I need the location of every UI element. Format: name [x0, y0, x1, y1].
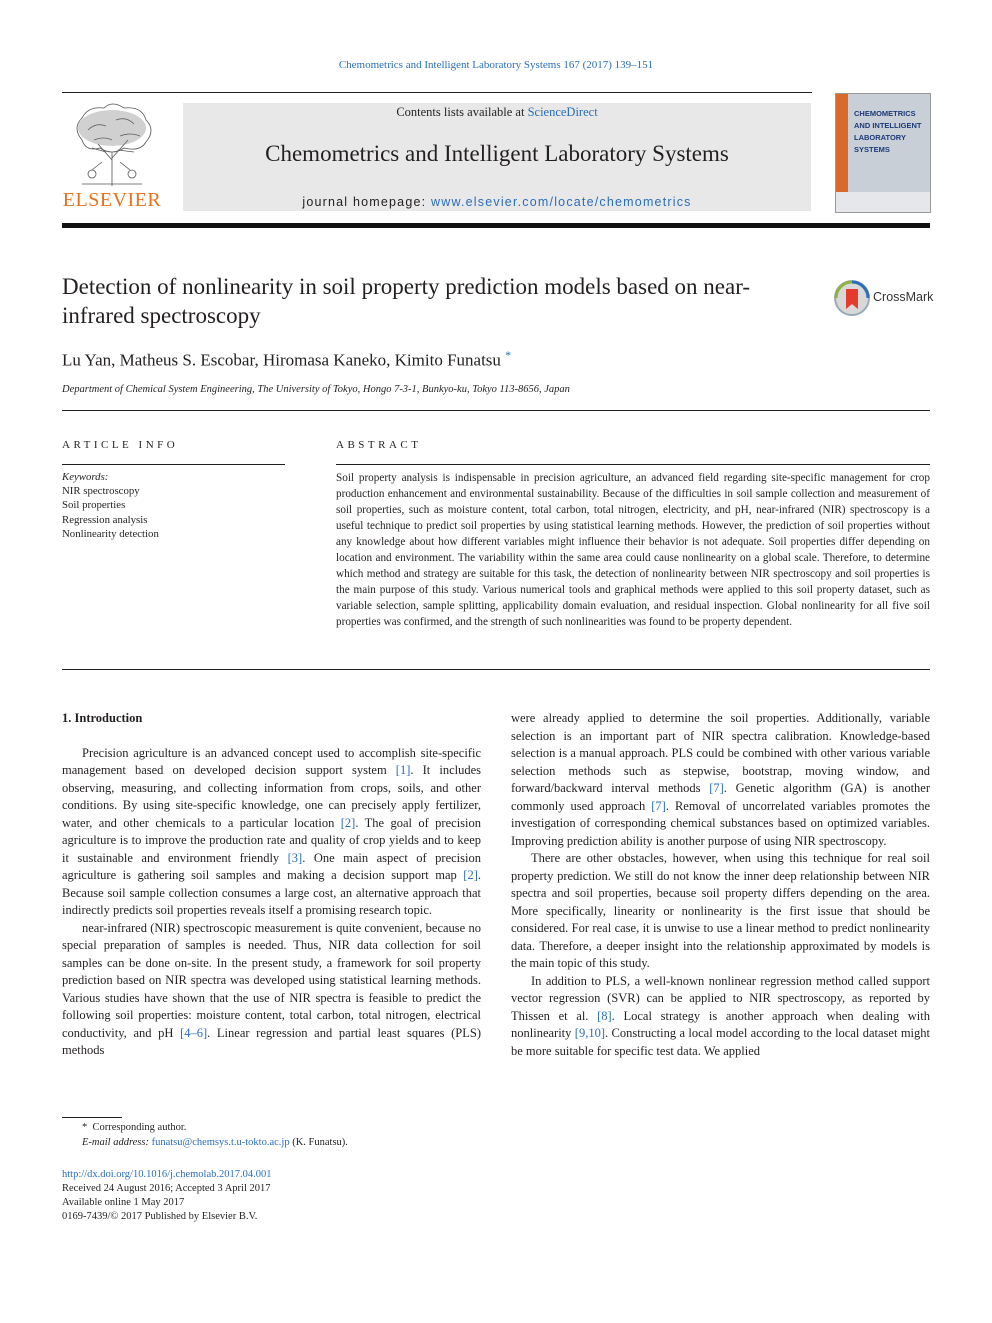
text-run: In addition to PLS, a well-known nonlinear regression method called support vector regression (SVR) can be applied to NIR spectroscopy, as reported by Thissen et al. [511, 973, 930, 1023]
footnote-corresponding-text: Corresponding author. [92, 1122, 187, 1133]
email-suffix: (K. Funatsu). [289, 1137, 348, 1148]
citation-link[interactable]: [4–6] [180, 1025, 208, 1040]
text-run: . Removal of uncorrelated variables promotes the investigation of corresponding chemical substances based on optimized variables. Improving prediction ability is another purpose of using NIR spectroscopy. [511, 798, 930, 848]
abstract-rule [336, 464, 930, 465]
available-online: Available online 1 May 2017 [62, 1197, 185, 1208]
journal-masthead [183, 103, 811, 211]
citation-link[interactable]: [2] [340, 815, 356, 830]
masthead-top-rule [62, 92, 812, 93]
crossmark-label: CrossMark [873, 290, 934, 304]
affiliation: Department of Chemical System Engineering, The University of Tokyo, Hongo 7-3-1, Bunkyo-ku, Tokyo 113-8656, Japan [62, 384, 570, 395]
contents-availability [183, 105, 811, 120]
text-run: . One main aspect of precision agriculture is gathering soil samples and making a decision support map [62, 850, 481, 882]
author-list [62, 348, 511, 371]
abstract-text: Soil property analysis is indispensable in precision agriculture, an advanced field regarding site-specific management for crop production enhancement and environmental sustainability. Because of the difficulties in soil sample collection and measurement of soil properties, such as moisture content, total carbon, total nitrogen, electricity, and pH, near-infrared (NIR) spectroscopy is a useful technique to predict soil properties by using statistical learning methods. However, the prediction of soil properties without any knowledge about how different variables might influence their behavior is not adequate. Soil properties differ depending on location and environment. The variability within the same area could cause nonlinearity on a global scale. Therefore, to determine which method and strategy are suitable for this task, the detection of nonlinearity between NIR spectroscopy and soil properties is the main purpose of this study. Various numerical tools and graphical methods were applied to this soil property dataset, such as variable selection, sample splitting, applicability domain evaluation, and residual inspection. Global nonlinearity for all five soil properties was confirmed, and the strength of such nonlinearities was found to be property dependent. [336, 472, 930, 628]
copyright: 0169-7439/© 2017 Published by Elsevier B.V. [62, 1211, 258, 1222]
keyword-item: Soil properties [62, 499, 126, 512]
journal-homepage [183, 195, 811, 209]
citation-link[interactable]: [2] [463, 868, 478, 882]
text-run: near-infrared (NIR) spectroscopic measurement is quite convenient, because no special preparation of samples is needed. Thus, NIR data collection for soil samples can be done on-site. In the present study, a framework for soil property prediction based on NIR spectra was developed using statistical learning methods. Various studies have shown that the use of NIR spectra is feasible to predict the following soil properties: moisture content, total carbon, total nitrogen, electrical conductivity, and pH [62, 920, 481, 1040]
cover-title-line: AND INTELLIGENT [854, 121, 922, 130]
sciencedirect-link[interactable]: ScienceDirect [527, 105, 598, 119]
elsevier-logo [62, 100, 162, 212]
text-run: . Local strategy is another approach when dealing with nonlinearity [511, 1008, 930, 1040]
text-run: . The goal of precision agriculture is to improve the production rate and quality of crop yields and to keep it sustainable and environment friendly [62, 815, 482, 865]
crossmark-button[interactable] [833, 279, 933, 317]
citation-link[interactable]: [7] [651, 798, 666, 813]
keywords-block [62, 470, 292, 541]
citation-link[interactable]: [1] [395, 763, 411, 777]
article-info-rule [62, 464, 285, 465]
cover-title-line: LABORATORY [854, 133, 906, 142]
corresponding-author-mark[interactable]: * [505, 348, 512, 362]
email-label: E-mail address: [82, 1137, 152, 1148]
abstract-heading: ABSTRACT [336, 439, 422, 451]
body-paragraph [511, 710, 930, 850]
homepage-prefix: journal homepage: [302, 195, 431, 209]
authors-text: Lu Yan, Matheus S. Escobar, Hiromasa Kaneko, Kimito Funatsu [62, 350, 501, 370]
cover-bottom-bar [836, 192, 930, 212]
doi-link[interactable]: http://dx.doi.org/10.1016/j.chemolab.2017.04.001 [62, 1169, 272, 1180]
body-paragraph: There are other obstacles, however, when using this technique for real soil property prediction. We still do not know the inner deep relationship between NIR spectra and soil properties, because soil property differs depending on the area. More specifically, linearity or nonlinearity is the first issue that should be considered. For real case, it is unwise to use a linear method to predict nonlinearity data. Therefore, a deeper insight into the relationship approximated by models is the main topic of this study. [511, 851, 930, 970]
cover-title [854, 108, 922, 156]
journal-reference-link[interactable]: Chemometrics and Intelligent Laboratory Systems 167 (2017) 139–151 [338, 59, 654, 71]
body-column-left [62, 710, 481, 1060]
section-divider [62, 410, 930, 411]
text-run: . Genetic algorithm (GA) is another commonly used approach [511, 781, 931, 813]
footnote-rule [62, 1117, 122, 1118]
cover-title-line: CHEMOMETRICS [854, 109, 916, 118]
elsevier-wordmark: ELSEVIER [62, 189, 162, 211]
text-run: . Because soil sample collection consumes a large cost, an alternative approach that indirectly predicts soil properties reveals itself a promising research topic. [62, 868, 481, 917]
footnote-email [62, 1135, 348, 1150]
elsevier-tree-icon [62, 100, 162, 188]
text-run: . Constructing a local model according to the local dataset might be more suitable for specific test data. We applied [511, 1026, 930, 1058]
body-paragraph [62, 920, 481, 1060]
cover-title-line: SYSTEMS [854, 145, 890, 154]
article-title: Detection of nonlinearity in soil property prediction models based on near-infrared spectroscopy [62, 274, 751, 328]
email-link[interactable]: funatsu@chemsys.t.u-tokto.ac.jp [151, 1137, 290, 1148]
journal-name: Chemometrics and Intelligent Laboratory Systems [265, 141, 729, 166]
homepage-link[interactable]: www.elsevier.com/locate/chemometrics [430, 195, 692, 209]
footnote-corresponding [62, 1120, 348, 1135]
text-run: . Linear regression and partial least squares (PLS) methods [62, 1025, 481, 1057]
citation-link[interactable]: [9,10] [574, 1026, 605, 1040]
body-column-right [511, 710, 930, 1060]
keywords-label: Keywords: [62, 471, 109, 483]
text-run: . It includes observing, measuring, and collecting information from crops, soils, and other conditions. By using site-specific knowledge, one can precisely apply fertilizer, water, and other chemicals to a particular location [62, 763, 481, 830]
keyword-item: NIR spectroscopy [62, 485, 140, 498]
text-run: were already applied to determine the soil properties. Additionally, variable selection is an important part of NIR spectra calibration. Knowledge-based selection is a manual approach. PLS could be combined with other various variable selection methods such as stepwise, bootstrap, moving window, and forward/backward interval methods [511, 711, 930, 795]
text-run: Precision agriculture is an advanced concept used to accomplish site-specific management based on developed decision support system [62, 745, 481, 777]
journal-cover-thumbnail[interactable] [835, 93, 931, 213]
citation-link[interactable]: [7] [709, 781, 724, 795]
masthead-thick-rule [62, 223, 930, 228]
keyword-item: Nonlinearity detection [62, 527, 159, 540]
article-info-heading: ARTICLE INFO [62, 439, 179, 451]
section-heading-introduction: 1. Introduction [62, 711, 143, 725]
crossmark-icon [833, 279, 871, 317]
received-accepted: Received 24 August 2016; Accepted 3 April 2017 [62, 1183, 271, 1194]
section-divider [62, 669, 930, 670]
citation-link[interactable]: [8] [597, 1008, 612, 1023]
body-paragraph [511, 973, 930, 1061]
contents-prefix: Contents lists available at [396, 105, 528, 119]
publication-info [62, 1168, 272, 1224]
footnote-mark: * [82, 1122, 88, 1133]
body-paragraph [62, 745, 481, 920]
footnote [62, 1120, 348, 1150]
keyword-item: Regression analysis [62, 513, 148, 526]
citation-link[interactable]: [3] [287, 850, 303, 865]
